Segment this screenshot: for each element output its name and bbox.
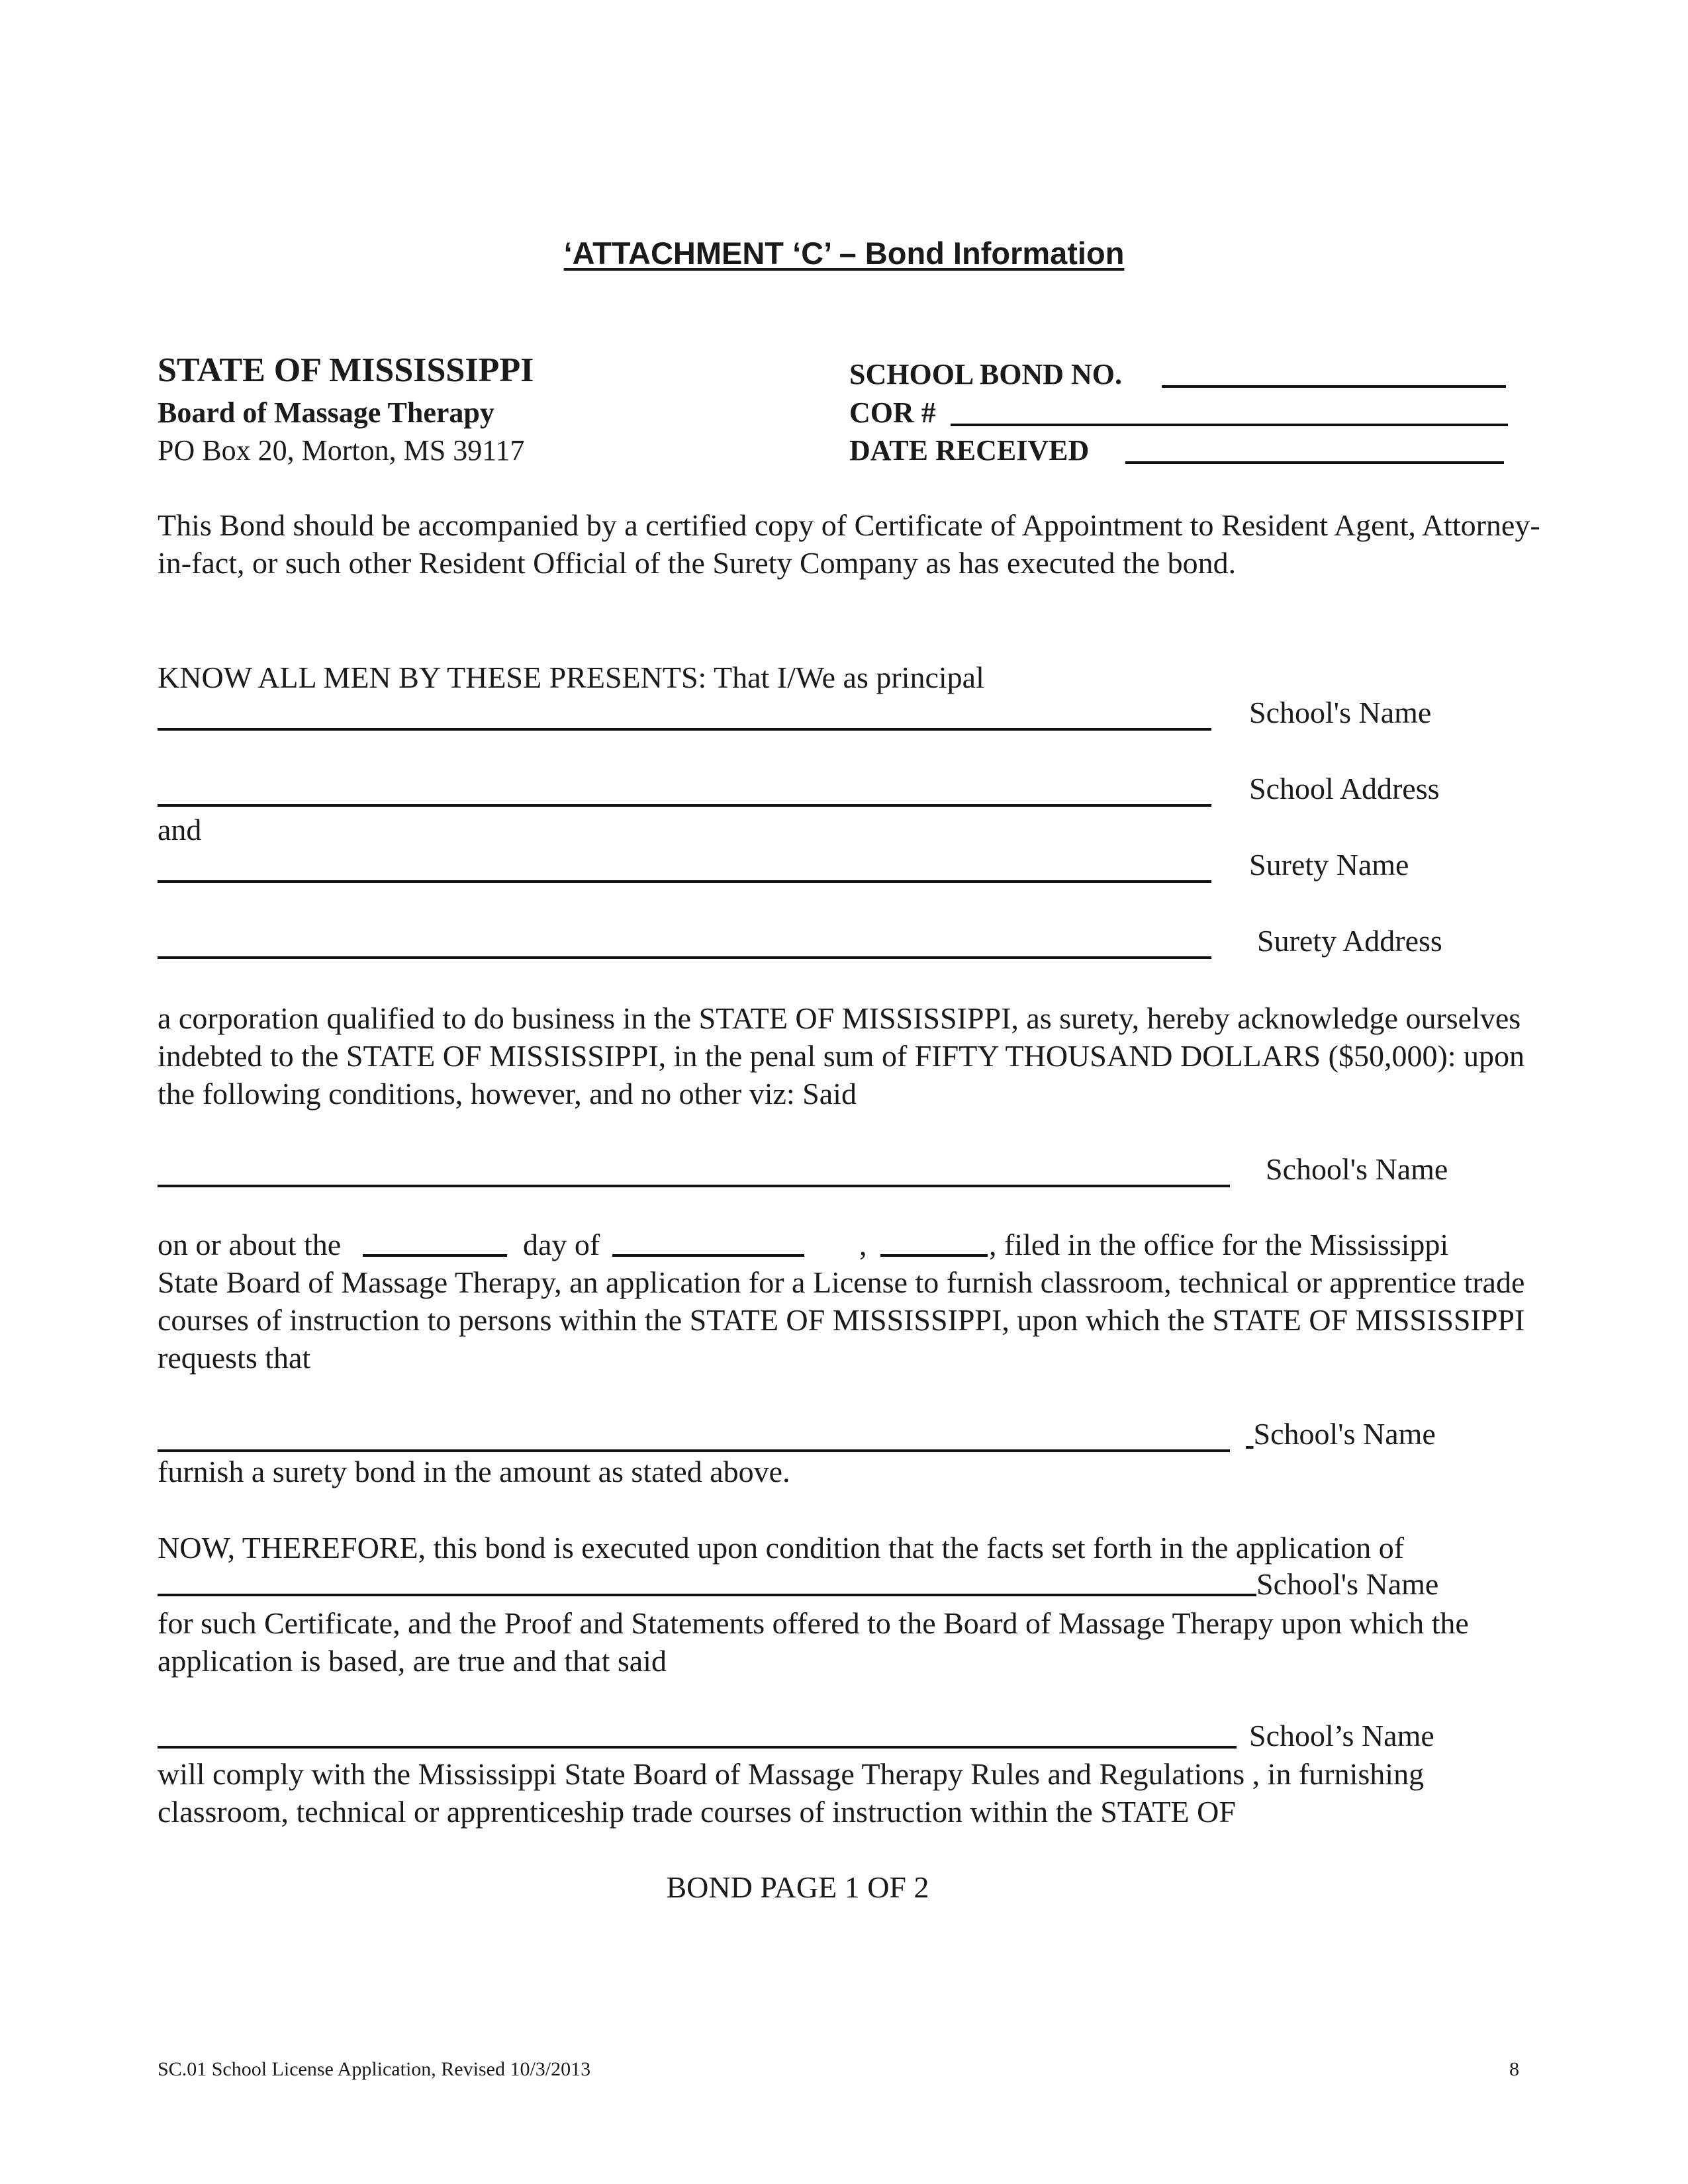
cor-field[interactable] [951, 424, 1508, 426]
now-therefore-text: NOW, THEREFORE, this bond is executed upon condition that the facts set forth in the application of [158, 1531, 1405, 1565]
intro-paragraph: This Bond should be accompanied by a certified copy of Certificate of Appointment to Resident Agent, Attorney-in-fact, or such other Resident Official of the Surety Company as has executed the bond. [158, 508, 1540, 580]
year-field[interactable] [880, 1254, 988, 1257]
application-school-name-field[interactable] [158, 1594, 1256, 1596]
cor-label: COR # [849, 396, 936, 429]
school-bond-no-field[interactable] [1162, 385, 1506, 388]
on-or-about-text: on or about the [158, 1228, 342, 1261]
day-of-text: day of [523, 1228, 600, 1261]
day-field[interactable] [363, 1254, 507, 1257]
surety-name-field[interactable] [158, 880, 1211, 883]
surety-address-field[interactable] [158, 956, 1211, 959]
footer-page-number: 8 [1509, 2058, 1519, 2080]
school-bond-no-label: SCHOOL BOND NO. [849, 358, 1122, 390]
application-schools-name-label: School's Name [1256, 1567, 1439, 1601]
page-title: ‘ATTACHMENT ‘C’ – Bond Information [563, 236, 1125, 271]
comply-school-name-field[interactable] [158, 1746, 1237, 1749]
requests-schools-name-label: School's Name [1253, 1417, 1436, 1451]
corporation-paragraph: a corporation qualified to do business in the STATE OF MISSISSIPPI, as surety, hereby acknowledge ourselves indebted to the STATE OF MISSISSIPPI, in the penal sum of FIFTY THOUSAND DOLLARS ($50,000): upon the following conditions, however, and no other viz: Said [158, 1001, 1525, 1111]
comply-schools-name-label: School’s Name [1249, 1719, 1434, 1752]
filed-text: , filed in the office for the Mississippi [989, 1228, 1449, 1261]
requests-school-name-field[interactable] [158, 1449, 1230, 1452]
and-text: and [158, 813, 202, 846]
said-schools-name-label: School's Name [1266, 1152, 1448, 1186]
certificate-paragraph: for such Certificate, and the Proof and Statements offered to the Board of Massage Therapy upon which the application is based, are true and that said [158, 1606, 1469, 1678]
comply-paragraph: will comply with the Mississippi State Board of Massage Therapy Rules and Regulations , in furnishing classroom, technical or apprenticeship trade courses of instruction within the STATE OF [158, 1757, 1425, 1829]
furnish-text: furnish a surety bond in the amount as stated above. [158, 1455, 790, 1488]
know-all-men-text: KNOW ALL MEN BY THESE PRESENTS: That I/We as principal [158, 660, 984, 694]
school-address-label: School Address [1249, 772, 1440, 805]
board-name: Board of Massage Therapy [158, 396, 494, 429]
surety-name-label: Surety Name [1249, 848, 1409, 882]
schools-name-label: School's Name [1249, 696, 1432, 729]
said-school-name-field[interactable] [158, 1185, 1230, 1187]
month-field[interactable] [612, 1254, 804, 1257]
surety-address-label: Surety Address [1257, 924, 1442, 958]
principal-school-name-field[interactable] [158, 728, 1211, 731]
date-received-field[interactable] [1125, 461, 1504, 464]
application-paragraph: State Board of Massage Therapy, an application for a License to furnish classroom, technical or apprentice trade courses of instruction to persons within the STATE OF MISSISSIPPI, upon which the STATE OF MISSISSIPPI requests that [158, 1265, 1525, 1375]
footer-form-id: SC.01 School License Application, Revised 10/3/2013 [158, 2058, 591, 2080]
comma-text: , [859, 1228, 867, 1261]
date-received-label: DATE RECEIVED [849, 434, 1090, 467]
school-address-field[interactable] [158, 804, 1211, 807]
bond-page-label: BOND PAGE 1 OF 2 [666, 1870, 929, 1904]
state-heading: STATE OF MISSISSIPPI [158, 351, 534, 389]
board-address: PO Box 20, Morton, MS 39117 [158, 434, 525, 467]
